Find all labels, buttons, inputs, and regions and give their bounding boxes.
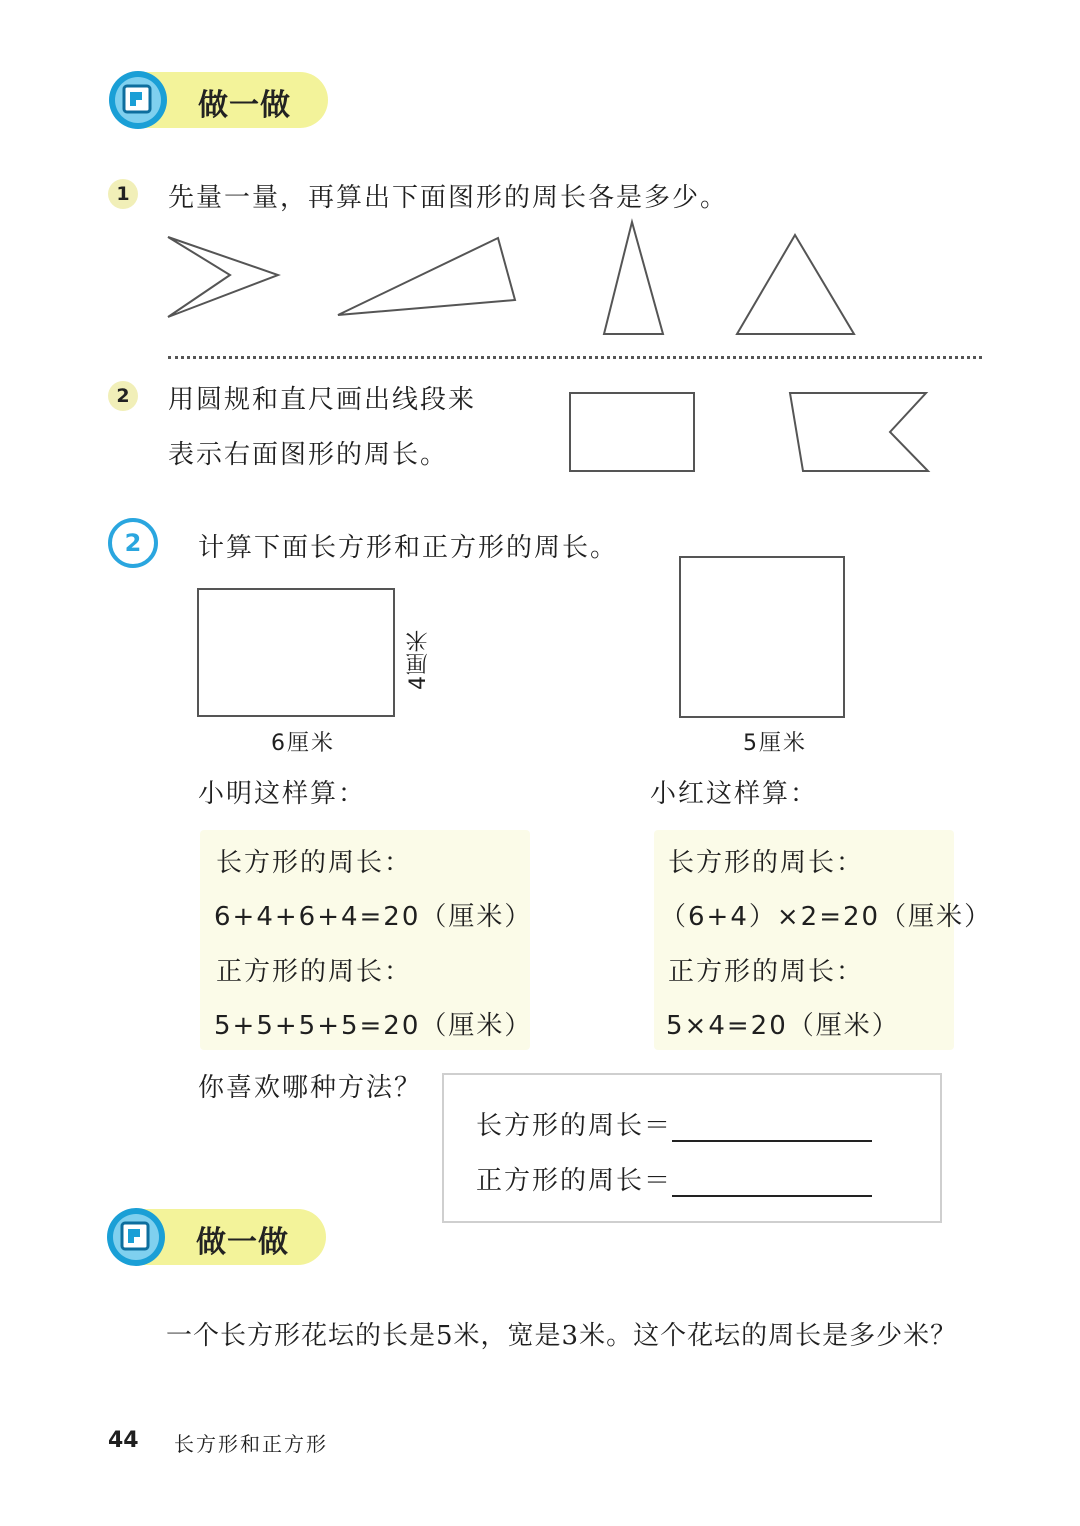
obtuse-triangle [338,238,515,315]
exercise-text: 一个长方形花坛的长是5米，宽是3米。这个花坛的周长是多少米？ [166,1321,958,1351]
xiaoming-square-title: 正方形的周长： [216,957,413,987]
example-number: 2 [108,518,158,568]
square-side-label: 5厘米 [743,731,807,756]
preference-question: 你喜欢哪种方法？ [198,1073,423,1103]
answer-square-label: 正方形的周长＝ [476,1166,673,1196]
question-2-line-1: 用圆规和直尺画出线段来 [168,385,477,415]
xiaohong-rect-title: 长方形的周长： [668,848,865,878]
divider [168,356,982,359]
section-badge-icon [108,70,168,130]
xiaohong-rect-calc: （6+4）×2=20（厘米） [660,902,993,932]
question-1-text: 先量一量，再算出下面图形的周长各是多少。 [168,183,729,213]
answer-rect-row [476,1105,872,1142]
question-2-line-2: 表示右面图形的周长。 [168,440,449,470]
section-badge-icon [106,1207,166,1267]
xiaohong-square-title: 正方形的周长： [668,957,865,987]
flag-shape [790,393,928,471]
question-2-shapes [560,385,940,480]
example-text: 计算下面长方形和正方形的周长。 [198,533,619,563]
header-title: 做一做 [198,88,291,123]
answer-square-row [476,1160,872,1197]
xiaoming-rect-title: 长方形的周长： [216,848,413,878]
xiaoming-label: 小明这样算： [198,779,367,809]
square-figure [680,557,844,717]
answer-box [442,1073,942,1223]
question-number-2: 2 [108,381,138,411]
answer-square-blank[interactable] [672,1169,872,1197]
rectangle-figure [198,589,394,716]
xiaoming-rect-calc: 6+4+6+4=20（厘米） [214,902,533,932]
chapter-title: 长方形和正方形 [174,1432,328,1456]
answer-rect-label: 长方形的周长＝ [476,1111,673,1141]
question-number-1: 1 [108,179,138,209]
header-title: 做一做 [196,1225,289,1260]
section-header-2 [106,1207,336,1267]
arrow-shape [168,237,278,317]
rectangle-height-label: 4厘米 [406,629,431,690]
xiaoming-square-calc: 5+5+5+5=20（厘米） [214,1011,533,1041]
question-1-shapes [160,210,880,345]
page-number: 44 [108,1428,139,1453]
rectangle-width-label: 6厘米 [271,731,335,756]
isosceles-triangle [604,222,663,334]
equilateral-triangle [737,235,854,334]
small-rectangle [570,393,694,471]
section-header-1 [108,70,338,130]
answer-rect-blank[interactable] [672,1114,872,1142]
xiaohong-label: 小红这样算： [650,779,819,809]
xiaohong-square-calc: 5×4=20（厘米） [666,1011,900,1041]
